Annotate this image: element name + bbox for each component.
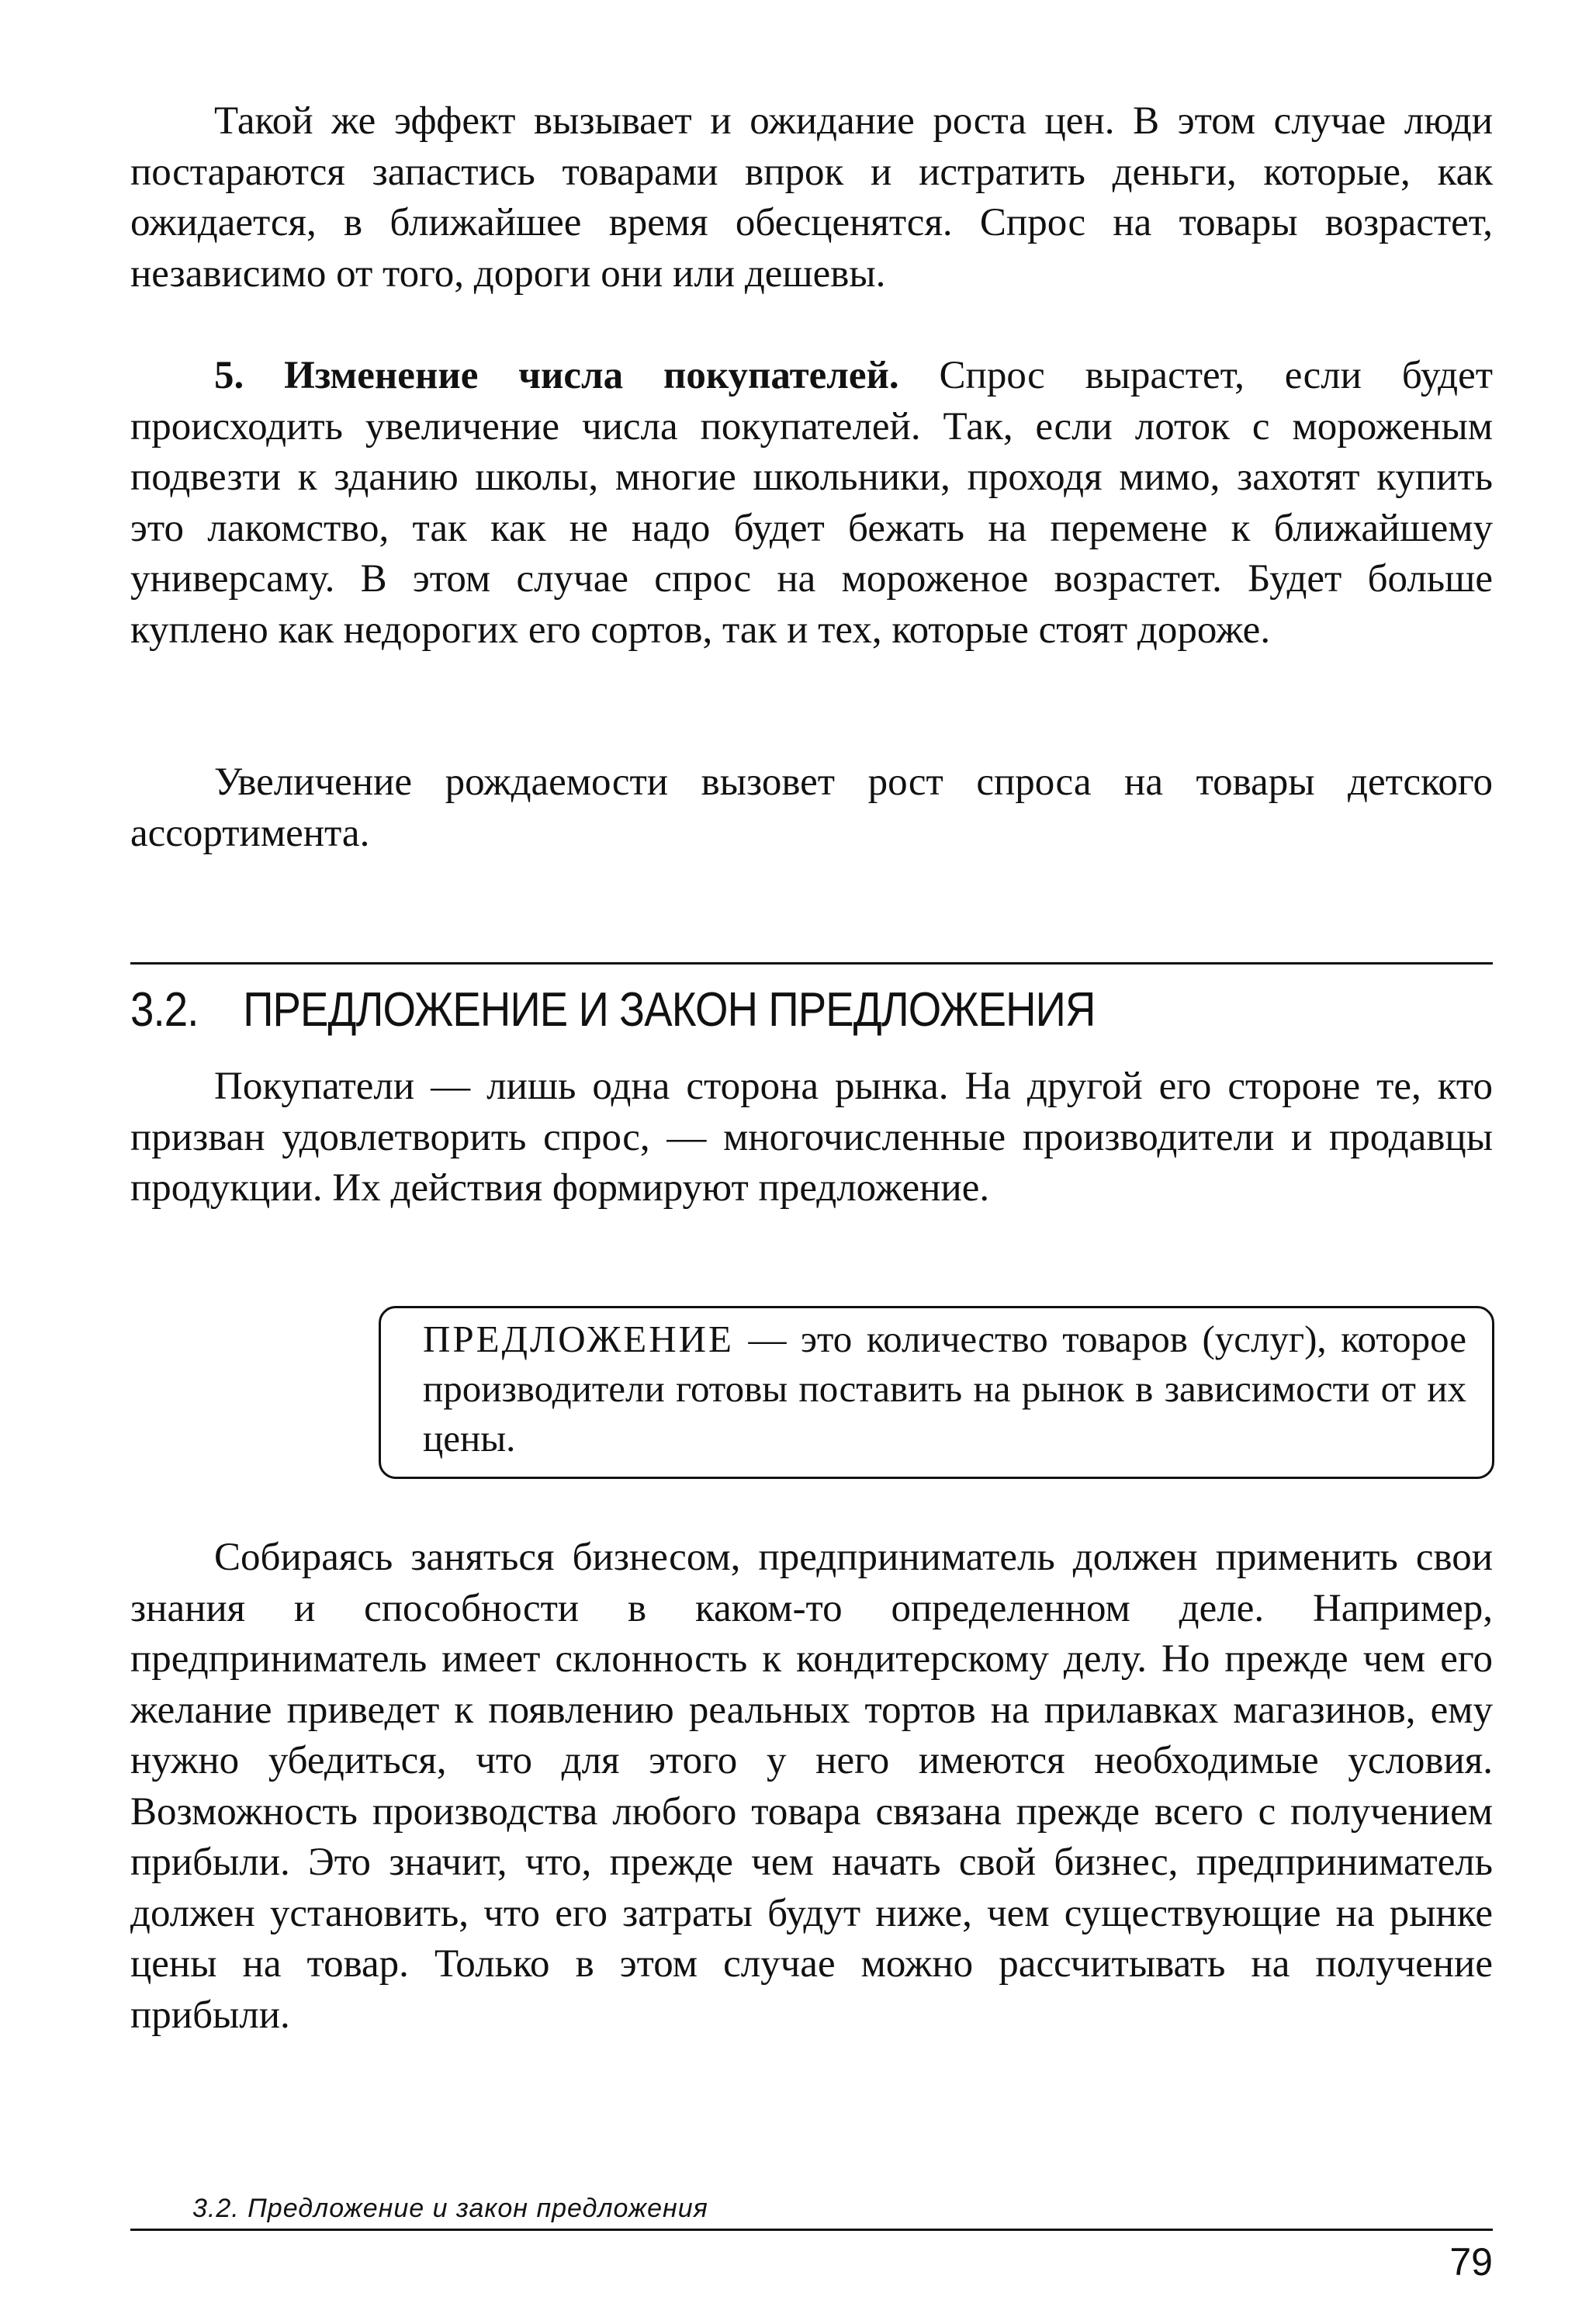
page-number: 79 [1449,2240,1493,2284]
paragraph-bold-lead: 5. Изменение числа покупателей. [214,354,899,397]
paragraph-entrepreneur [130,1533,1493,2041]
footer-divider [130,2229,1493,2231]
paragraph-text: Покупатели — лишь одна сторона рынка. На другой его стороне те, кто призван удовлетворить спрос, — многочисленные производители и продавцы продукции. Их действия формируют предложение. [130,1065,1493,1210]
definition-term: ПРЕДЛОЖЕНИЕ [423,1318,734,1360]
running-footer: 3.2. Предложение и закон предложения [192,2194,708,2223]
paragraph-number-of-buyers [130,351,1493,656]
paragraph-birth-rate [130,757,1493,859]
paragraph-text: Спрос вырастет, если будет происходить увеличение числа покупателей. Так, если лоток с мороженым подвезти к зданию школы, многие школьники, проходя мимо, захотят купить это лакомство, так как не надо будет бежать на перемене к ближайшему универсаму. В этом случае спрос на мороженое возрастет. Будет больше куплено как недорогих его сортов, так и тех, которые стоят дороже. [130,354,1493,652]
paragraph-price-expectations [130,96,1493,300]
paragraph-market-sides [130,1062,1493,1214]
section-number: 3.2. [130,983,199,1037]
paragraph-text: Собираясь заняться бизнесом, предприниматель должен применить свои знания и способности в каком-то определенном деле. Например, предприниматель имеет склонность к кондитерскому делу. Но прежде чем его желание приведет к появлению реальных тортов на прилавках магазинов, ему нужно убедиться, что для этого у него имеются необходимые условия. Возможность производства любого товара связана прежде всего с получением прибыли. Это значит, что, прежде чем начать свой бизнес, предприниматель должен установить, что его затраты будут ниже, чем существующие на рынке цены на товар. Только в этом случае можно рассчитывать на получение прибыли. [130,1536,1493,2037]
section-title: ПРЕДЛОЖЕНИЕ И ЗАКОН ПРЕДЛОЖЕНИЯ [243,983,1096,1037]
paragraph-text: Увеличение рождаемости вызовет рост спроса на товары детского ассортимента. [130,760,1493,855]
definition-body: — это количество товаров (услуг), которое производители готовы поставить на рынок в зависимости от их цены. [423,1318,1466,1460]
section-divider [130,962,1493,965]
section-heading [130,979,1329,1041]
paragraph-text: Такой же эффект вызывает и ожидание роста цен. В этом случае люди постараются запастись товарами впрок и истратить деньги, которые, как ожидается, в ближайшее время обесценятся. Спрос на товары возрастет, независимо от того, дороги они или дешевы. [130,99,1493,296]
definition-text [423,1314,1466,1463]
